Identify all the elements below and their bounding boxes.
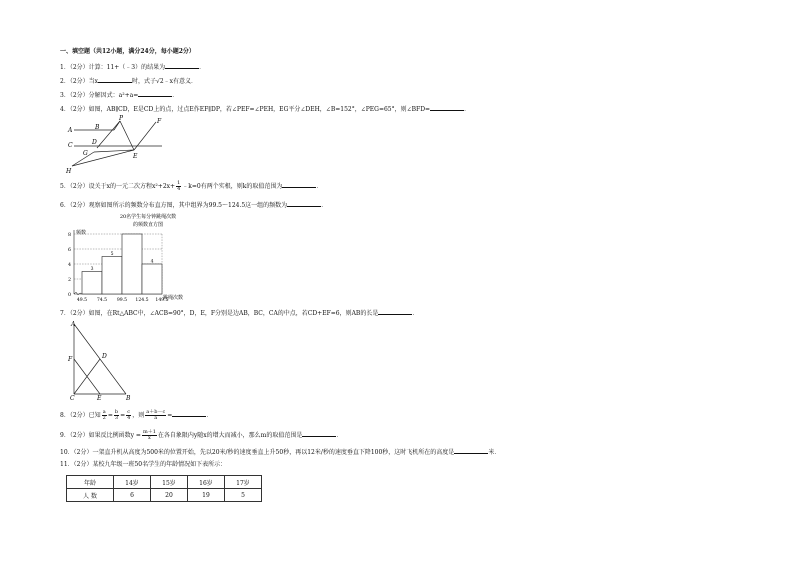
histogram-y-tick-label: 4	[67, 262, 71, 268]
q5-mid: ﹣k=0有两个实根，则k的取值范围为	[182, 183, 283, 190]
histogram-x-tick-label: 124.5	[135, 298, 149, 303]
q5-fraction	[176, 181, 181, 192]
q5-answer-blank	[282, 181, 316, 188]
q8-frac-a-den: 2	[102, 415, 106, 421]
histogram-bar	[142, 264, 162, 294]
label-b: B	[126, 395, 131, 400]
q5-post: ．	[316, 183, 323, 190]
q8-answer-blank	[172, 410, 206, 417]
label-h: H	[66, 168, 72, 175]
q3-post: ．	[172, 92, 179, 99]
q8-frac-a-num: a	[102, 409, 106, 415]
question-11	[60, 461, 226, 469]
line-pd	[97, 121, 120, 148]
q9-answer-blank	[302, 430, 336, 437]
q4-geometry-figure	[64, 114, 174, 176]
q5-fraction-numerator: 1	[177, 180, 181, 186]
histogram-title-line2: 的频数直方图	[132, 222, 164, 228]
label-a: A	[71, 321, 76, 328]
label-f: F	[68, 356, 73, 363]
question-9	[60, 430, 342, 441]
q4-text: 4．（2分）如图，AB∥CD，E是CD上的点，过点E作EF∥DP，若∠PEF=∠PEH，EG平分∠DEH，∠B=152°，∠PEG=65°，则∠BFD=	[60, 106, 431, 113]
q8-mid: ，则	[132, 412, 145, 419]
q7-post: ．	[412, 310, 419, 317]
q8-fraction-a	[102, 410, 107, 421]
q8-frac-b-den: 3	[114, 415, 119, 421]
q3-text: 3．（2分）分解因式：a²+a=	[60, 92, 139, 99]
histogram-bar-label: 3	[90, 267, 94, 272]
q8-fraction-c	[126, 410, 131, 421]
label-d: D	[102, 353, 107, 360]
line-eh	[72, 150, 134, 166]
label-g: G	[83, 150, 88, 157]
q8-equals-2: =	[120, 412, 126, 419]
q7-answer-blank	[378, 308, 412, 315]
q5-text: 5．（2分）设关于x的一元二次方程x²+2x+	[60, 183, 176, 190]
question-10	[60, 447, 500, 457]
q9-text: 9．（2分）如果反比例函数y =	[60, 432, 141, 439]
histogram-bar-label: 4	[150, 259, 154, 265]
age-table-count-row	[67, 489, 262, 502]
q8-frac-expr-den: a	[154, 415, 158, 421]
q6-histogram	[60, 210, 200, 306]
q4-answer-blank	[430, 104, 464, 111]
q6-post: ．	[321, 202, 328, 209]
histogram-x-tick-label: 99.5	[116, 298, 128, 303]
q6-answer-blank	[287, 200, 321, 207]
histogram-axis-break	[74, 292, 82, 295]
q9-fraction	[142, 430, 157, 441]
q1-post: ．	[199, 64, 206, 71]
question-6	[60, 200, 327, 210]
q7-triangle-figure	[64, 318, 144, 400]
q8-frac-b-num: b	[114, 409, 119, 415]
age-table-cell: 6	[114, 489, 151, 502]
q3-answer-blank	[138, 90, 172, 97]
age-table-cell: 20	[151, 489, 188, 502]
age-table-cell: 人 数	[67, 489, 114, 502]
q9-frac-num: m＋1	[142, 429, 156, 435]
q9-frac-den: x	[148, 435, 151, 441]
question-7	[60, 308, 418, 318]
q2-mid: 时，式子√2﹣x有意义．	[132, 78, 198, 85]
label-e: E	[97, 395, 102, 400]
age-table-header-cell: 15岁	[151, 476, 188, 489]
q2-text: 2．（2分）当x	[60, 78, 99, 85]
question-3	[60, 90, 178, 100]
q2-answer-blank	[98, 76, 132, 83]
q10-post: 米．	[488, 449, 501, 456]
age-table-header-row	[67, 476, 262, 489]
q1-text: 1．（2分）计算：11+（﹣3）的结果为	[60, 64, 166, 71]
q4-post: ．	[464, 106, 471, 113]
histogram-x-tick-label: 49.5	[76, 298, 88, 303]
section-title: 一、填空题（共12小题，满分24分，每小题2分）	[60, 48, 195, 55]
age-table-cell: 5	[225, 489, 262, 502]
q8-text: 8．（2分）已知	[60, 412, 101, 419]
label-c: C	[68, 142, 73, 149]
q8-frac-c-den: 4	[127, 415, 131, 421]
q1-answer-blank	[165, 62, 199, 69]
histogram-y-tick-label: 0	[67, 292, 71, 298]
histogram-bar-label: 5	[110, 252, 114, 257]
histogram-y-axis-label: 频数	[76, 230, 87, 236]
q10-answer-blank	[454, 447, 488, 454]
label-b: B	[95, 124, 100, 131]
age-table-header-cell: 年龄	[67, 476, 114, 489]
q8-equals-1: =	[107, 412, 113, 419]
age-table-header-cell: 14岁	[114, 476, 151, 489]
age-table-cell: 19	[188, 489, 225, 502]
histogram-x-axis-label: 跳绳次数	[163, 295, 184, 301]
label-c: C	[70, 395, 75, 400]
histogram-x-tick-label: 149.5	[155, 298, 169, 303]
histogram-bar	[122, 234, 142, 294]
q8-fraction-expr	[145, 410, 166, 421]
q11-text: 11．（2分）某校九年级一班50名学生的年龄情况如下表所示：	[60, 461, 227, 468]
histogram-bar	[102, 257, 122, 295]
q8-equals-3: =	[167, 412, 173, 419]
question-4	[60, 104, 470, 114]
label-d: D	[92, 139, 97, 146]
label-f: F	[157, 118, 162, 125]
age-table	[66, 475, 262, 502]
age-table-header-cell: 16岁	[188, 476, 225, 489]
histogram-title-line1: 20名学生每分钟跳绳次数	[119, 214, 177, 220]
q7-text: 7．（2分）如图，在Rt△ABC中，∠ACB=90°，D，E，F分别是边AB，BC，CA的中点，若CD+EF=6，则AB的长是	[60, 310, 379, 317]
label-e: E	[133, 153, 138, 160]
histogram-y-tick-label: 2	[67, 277, 71, 283]
question-1	[60, 62, 205, 72]
q9-post: ．	[336, 432, 343, 439]
question-8	[60, 410, 212, 421]
q10-text: 10．（2分）一架直升机从高度为500米的位置开始，先以20米/秒的速度垂直上升50秒，再以12米/秒的速度垂直下降100秒，这时飞机所在的高度是	[60, 449, 455, 456]
histogram-y-tick-label: 8	[67, 232, 71, 238]
line-pe	[120, 121, 134, 150]
question-5	[60, 181, 322, 192]
age-table-header-cell: 17岁	[225, 476, 262, 489]
histogram-y-ticks	[68, 232, 71, 298]
q6-text: 6．（2分）观察如图所示的频数分布直方图，其中组界为99.5～124.5这一组的频数为	[60, 202, 288, 209]
histogram-bar	[82, 272, 102, 295]
question-2	[60, 76, 197, 86]
label-a: A	[68, 127, 73, 134]
q8-frac-c-num: c	[127, 409, 131, 415]
histogram-y-tick-label: 6	[67, 247, 71, 253]
histogram-x-tick-label: 74.5	[96, 298, 108, 303]
q8-fraction-b	[114, 410, 119, 421]
label-p: P	[119, 115, 124, 122]
q8-frac-expr-num: a＋b－c	[146, 409, 166, 415]
q5-fraction-denominator: 4	[177, 186, 181, 192]
q8-post: ．	[206, 412, 213, 419]
q9-mid: 在各自象限内y随x的增大而减小，那么m的取值范围是	[157, 432, 303, 439]
